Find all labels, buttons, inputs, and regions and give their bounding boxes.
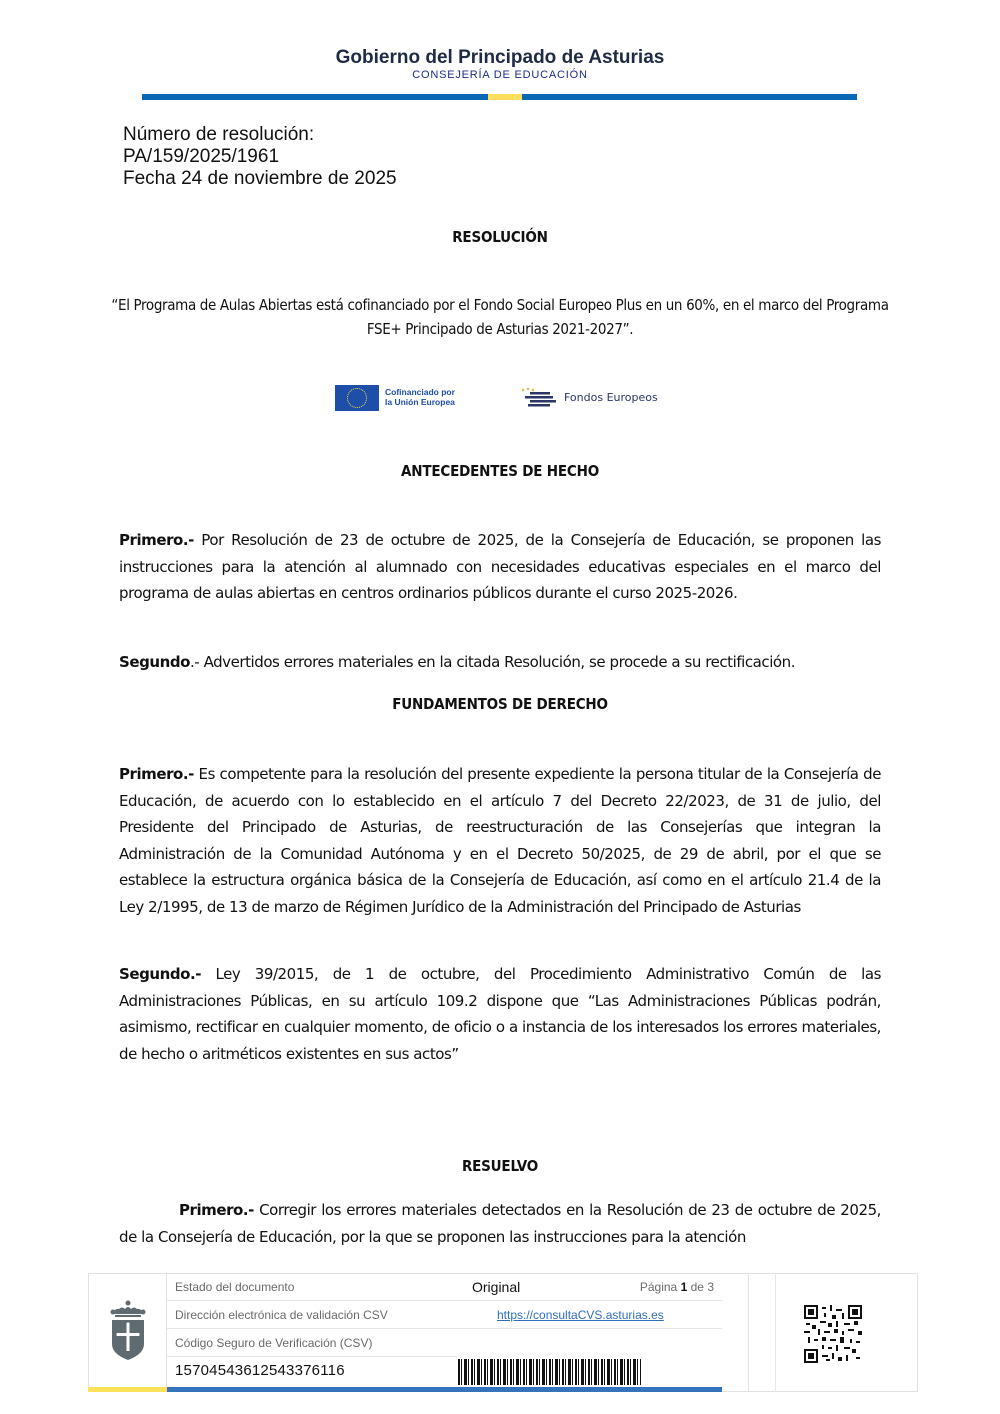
footer-yellow-bar <box>88 1387 167 1392</box>
cofinancing-quote: “El Programa de Aulas Abiertas está cofinanciado por el Fondo Social Europeo Plus en un 60%, en el marco del Programa FSE+ Principado de Asturias 2021-2027”. <box>111 296 889 338</box>
resolution-meta <box>123 124 397 190</box>
resolution-date: Fecha 24 de noviembre de 2025 <box>123 168 397 189</box>
shield-cell <box>88 1273 167 1389</box>
qr-code-icon <box>804 1305 862 1363</box>
barcode-icon <box>458 1359 641 1385</box>
header-divider-bar <box>142 94 857 100</box>
estado-value: Original <box>472 1279 521 1295</box>
resuelvo-heading: RESUELVO <box>461 1157 539 1175</box>
header-bar-yellow-segment <box>488 94 522 100</box>
page-indicator: Página 1 de 3 <box>639 1280 714 1294</box>
resolution-number-label: Número de resolución: <box>123 124 315 145</box>
csv-code: 15704543612543376116 <box>175 1362 345 1379</box>
csv-validation-link[interactable]: https://consultaCVS.asturias.es <box>497 1308 664 1322</box>
fundamentos-heading: FUNDAMENTOS DE DERECHO <box>392 695 608 713</box>
validation-footer <box>88 1273 918 1392</box>
header-title: Gobierno del Principado de Asturias <box>335 47 665 68</box>
asturias-shield-icon <box>110 1300 146 1362</box>
fundamentos-segundo: Segundo.- Ley 39/2015, de 1 de octubre, del Procedimiento Administrativo Común de las Administraciones Públicas, en su artículo 109.2 dispone que “Las Administraciones Públicas podrán, asimismo, rectificar en cualquier momento, de oficio o a instancia de los interesados los errores materiales, de hecho o aritméticos existentes en sus actos” <box>119 965 881 1063</box>
footer-row-estado: Estado del documento Original Página 1 de 3 <box>167 1273 722 1301</box>
footer-row-csv-url: Dirección electrónica de validación CSV https://consultaCVS.asturias.es <box>167 1301 722 1329</box>
fondos-europeos-icon <box>520 387 558 409</box>
footer-blue-bar <box>167 1387 722 1392</box>
header-subtitle: CONSEJERÍA DE EDUCACIÓN <box>412 69 588 81</box>
resuelvo-primero: Primero.- Corregir los errores materiales detectados en la Resolución de 23 de octubre de 2025, de la Consejería de Educación, por la que se proponen las instrucciones para la atención <box>119 1201 881 1246</box>
footer-row-csv-label: Código Seguro de Verificación (CSV) <box>167 1329 457 1357</box>
antecedentes-heading: ANTECEDENTES DE HECHO <box>401 462 599 480</box>
fondos-europeos-text: Fondos Europeos <box>564 391 658 404</box>
resolution-number: PA/159/2025/1961 <box>123 146 280 167</box>
eu-flag-icon <box>335 385 379 411</box>
antecedentes-segundo: Segundo.- Advertidos errores materiales en la citada Resolución, se procede a su rectificación. <box>119 653 796 671</box>
document-title: RESOLUCIÓN <box>452 228 548 246</box>
fundamentos-primero: Primero.- Es competente para la resolución del presente expediente la persona titular de la Consejería de Educación, de acuerdo con lo establecido en el artículo 7 del Decreto 22/2023, de 31 de julio, del Presidente del Principado de Asturias, de reestructuración de las Consejerías que integran la Administración de la Comunidad Autónoma y en el Decreto 50/2025, de 29 de abril, por el que se establece la estructura orgánica básica de la Consejería de Educación, así como en el artículo 21.4 de la Ley 2/1995, de 13 de marzo de Régimen Jurídico de la Administración del Principado de Asturias <box>119 765 881 916</box>
funding-logos <box>335 385 675 411</box>
antecedentes-primero: Primero.- Por Resolución de 23 de octubre de 2025, de la Consejería de Educación, se proponen las instrucciones para la atención al alumnado con necesidades educativas especiales en el marco del programa de aulas abiertas en centros ordinarios públicos durante el curso 2025-2026. <box>119 531 881 602</box>
eu-cofinancing-logo-text: Cofinanciado por la Unión Europea <box>385 387 455 407</box>
